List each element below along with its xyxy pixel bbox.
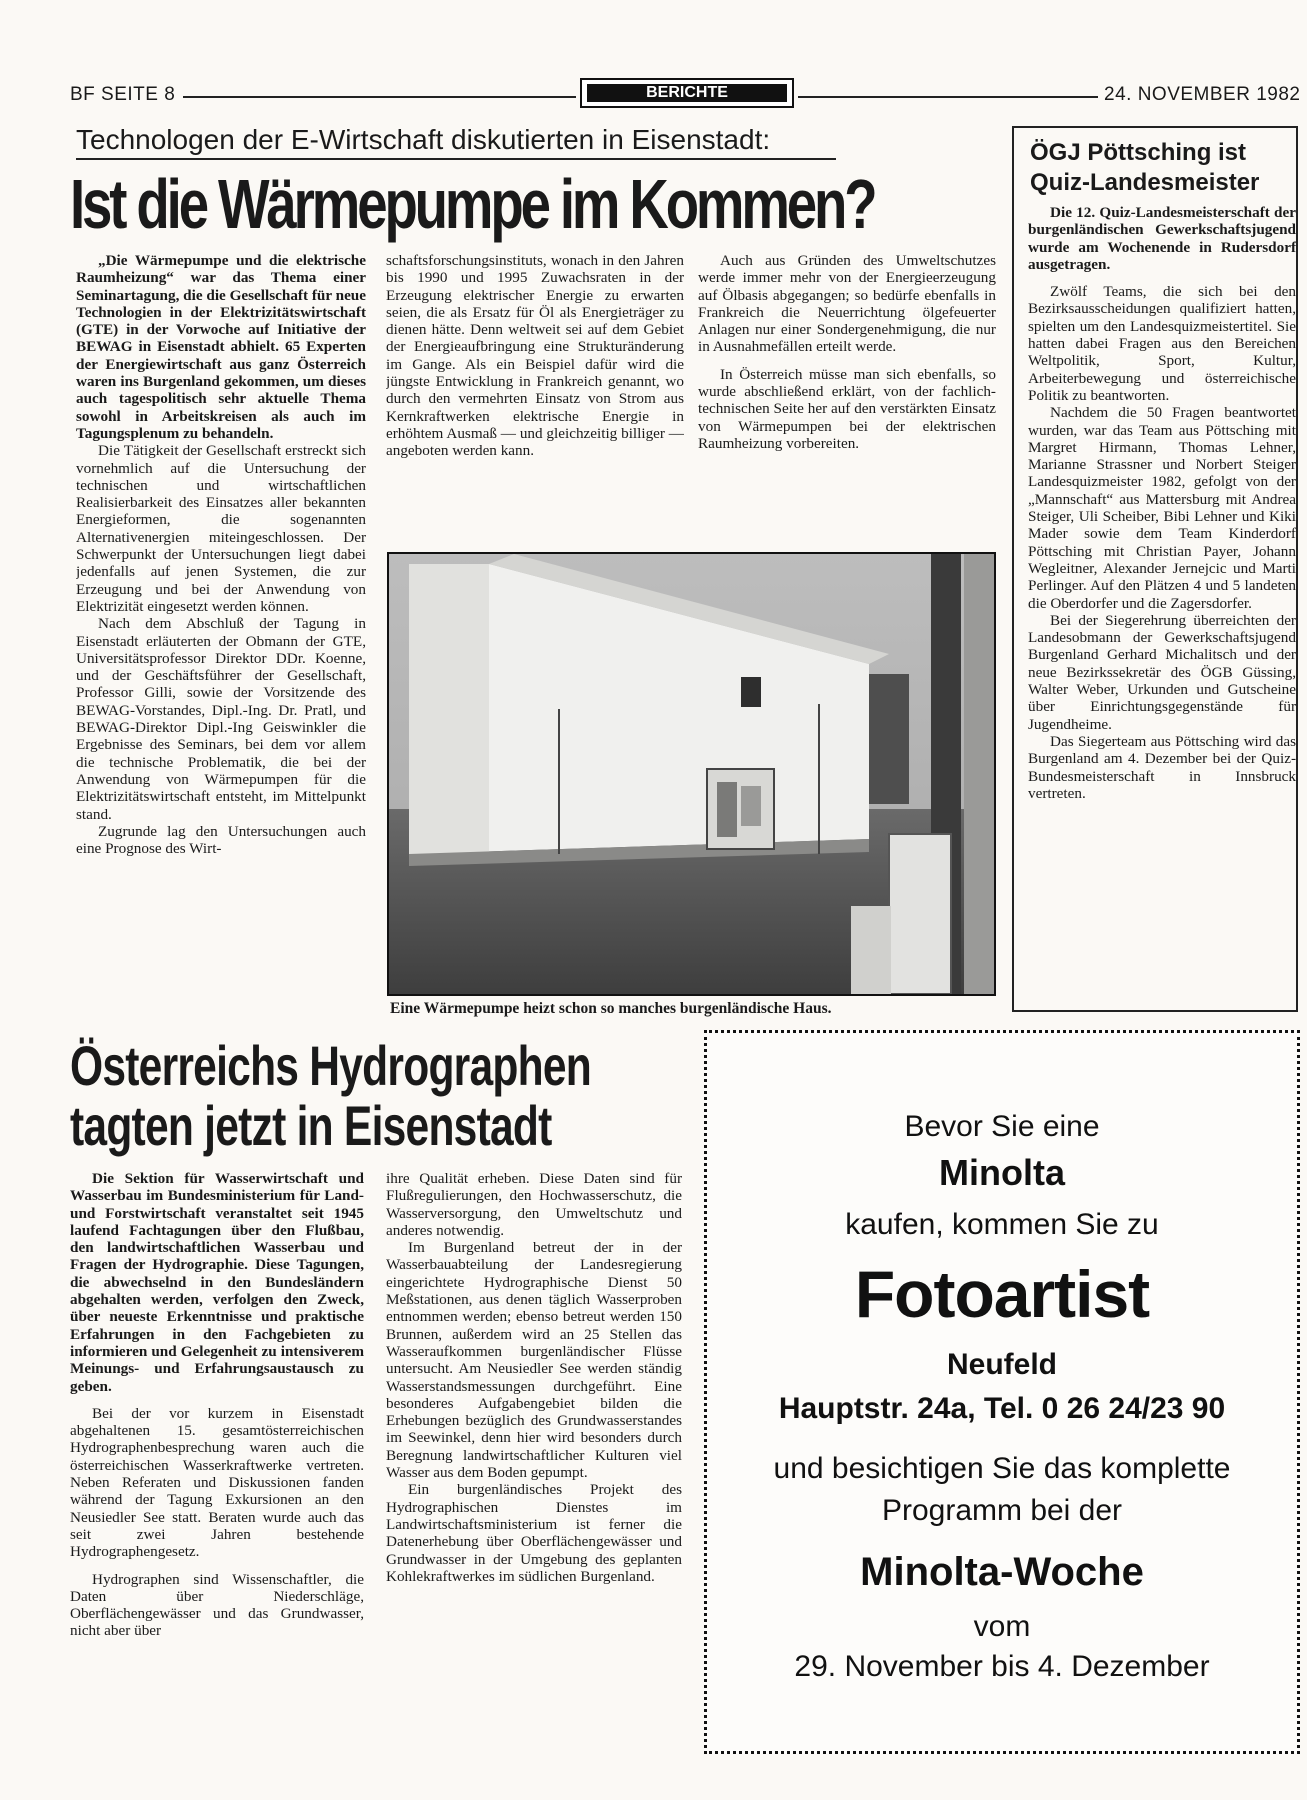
ad-line-5: Neufeld [946, 1348, 1057, 1381]
header-rule-left [183, 96, 576, 98]
sidebar-paragraph: Das Siegerteam aus Pöttsching wird das Burgenland am 4. Dezember bei der Quiz-Bundesmeisterschaft in Innsbruck vertreten. [1028, 732, 1296, 802]
article1-paragraph: In Österreich müsse man sich ebenfalls, so wurde abschließend erklärt, von der fachlich-technischen Seite her auf den verstärkten Einsatz von Wärmepumpen bei der elektrischen Raumheizung vorbereiten. [698, 365, 996, 452]
ad-line-4: Fotoartist [854, 1257, 1150, 1331]
ad-line-1: Bevor Sie eine [904, 1110, 1100, 1143]
house-illustration [389, 554, 994, 994]
ad-line-11: 29. November bis 4. Dezember [794, 1650, 1210, 1683]
ad-line-2: Minolta [939, 1152, 1065, 1193]
article1-paragraph: Auch aus Gründen des Umweltschutzes werde immer mehr von der Energieerzeugung auf Ölbasis abgegangen; so bedürfe ebenfalls in Frankreich die Neuerrichtung ölgefeuerter Anlagen nur einer Sondergenehmigung, die nur in Ausnahmefällen erteilt werde. [698, 252, 996, 356]
ad-line-10: vom [973, 1610, 1031, 1643]
article2-column-2 [386, 1170, 682, 1760]
section-tag-label: BERICHTE [587, 84, 787, 102]
heat-pump-photo [387, 552, 996, 996]
article2-headline-line-1: Österreichs Hydrographen [70, 1034, 592, 1097]
article1-column-2 [386, 252, 684, 537]
article2-headline [70, 1036, 678, 1156]
sidebar-paragraph: Bei der Siegerehrung überreichten der Landesobmann der Gewerkschaftsjugend Burgenland Gerhard Michalitsch und der neue Bezirkssekretär des ÖGB Güssing, Walter Weber, Urkunden und Gutscheine über Einrichtungsgegenstände für Jugendheime. [1028, 611, 1296, 733]
article1-lead: „Die Wärmepumpe und die elektrische Raumheizung“ war das Thema einer Seminartagung, die die Gesellschaft für neue Technologien in der Elektrizitätswirtschaft (GTE) in der Vorwoche auf Initiative der BEWAG in Eisenstadt abhielt. 65 Experten der Energiewirtschaft aus ganz Österreich waren ins Burgenland gekommen, um dieses auch tagespolitisch sehr aktuelle Thema sowohl in Arbeitskreisen als auch im Tagungsplenum zu behandeln. [76, 252, 366, 442]
ad-line-7: und besichtigen Sie das komplette [773, 1452, 1231, 1485]
article2-column-1 [70, 1170, 364, 1760]
article1-kicker: Technologen der E-Wirtschaft diskutierten in Eisenstadt: [76, 124, 771, 155]
section-tag [580, 78, 794, 108]
photo-caption: Eine Wärmepumpe heizt schon so manches burgenländische Haus. [390, 1000, 832, 1017]
ad-line-3: kaufen, kommen Sie zu [845, 1208, 1159, 1241]
article1-paragraph: Nach dem Abschluß der Tagung in Eisenstadt erläuterten der Obmann der GTE, Universitätsprofessor Direktor DDr. Koenne, und der Geschäftsführer der Gesellschaft, Professor Gilli, sowie der Vorsitzende des BEWAG-Vorstandes, Dipl.-Ing. Dr. Pratl, und BEWAG-Direktor Dipl.-Ing Geiswinkler die Ergebnisse des Seminars, bei dem vor allem die technische Problematik, die bei der Anwendung von Wärmepumpen für die Elektrizitätswirtschaft entsteht, im Mittelpunkt stand. [76, 615, 366, 823]
article2-lead: Die Sektion für Wasserwirtschaft und Wasserbau im Bundesministerium für Land- und Forstwirtschaft veranstaltet seit 1945 laufend Fachtagungen über den Flußbau, den landwirtschaftlichen Wasserbau und Fragen der Hydrographie. Diese Tagungen, die abwechselnd in den Bundesländern abgehalten werden, verfolgen den Zweck, über neueste Erkenntnisse und praktische Erfahrungen in den Fachgebieten zu informieren und Gelegenheit zu intensiverem Meinungs- und Erfahrungsaustausch zu geben. [70, 1170, 364, 1395]
article2-paragraph: Im Burgenland betreut der in der Wasserbauabteilung der Landesregierung eingerichtete Hydrographische Dienst 50 Meßstationen, aus denen täglich Wasserproben entnommen werden; ebenso betreut werden 150 Brunnen, außerdem wird an 25 Stellen das Wasseraufkommen burgenländischer Flüsse untersucht. Am Neusiedler See werden ständig Wasserstandsmessungen durchgeführt. Eine besonderes Aufgabengebiet bilden die Erhebungen bezüglich des Grundwasserstandes im Seewinkel, denn hier wird besonders durch Beregnung landwirtschaftlicher Kulturen viel Wasser aus dem Boden gepumpt. [386, 1239, 682, 1482]
article2-paragraph: Hydrographen sind Wissenschaftler, die Daten über Niederschläge, Oberflächengewässer und das Grundwasser, nicht aber über [70, 1570, 364, 1640]
article1-headline: Ist die Wärmepumpe im Kommen? [70, 165, 875, 243]
article1-column-3 [698, 252, 996, 537]
ad-line-9: Minolta-Woche [860, 1550, 1144, 1594]
article1-paragraph: Zugrunde lag den Untersuchungen auch eine Prognose des Wirt- [76, 822, 366, 858]
sidebar-paragraph: Nachdem die 50 Fragen beantwortet wurden, war das Team aus Pöttsching mit Margret Hirmann, Thomas Lehner, Marianne Strassner und Norbert Steiger Landesquizmeister 1982, gefolgt von der „Mannschaft“ aus Mattersburg mit Andrea Steiger, Uli Scheiber, Bibi Lehner und Kiki Mader sowie dem Team Kinderdorf Pöttsching mit Christian Payer, Johann Wegleitner, Alexander Jernejcic und Marti Perlinger. Auf den Plätzen 4 und 5 landeten die Oberdorfer und die Zagersdorfer. [1028, 404, 1296, 612]
page-date: 24. NOVEMBER 1982 [1104, 84, 1301, 105]
ad-line-6: Hauptstr. 24a, Tel. 0 26 24/23 90 [778, 1392, 1226, 1425]
sidebar-title: ÖGJ Pöttsching ist Quiz-Landesmeister [1030, 139, 1260, 196]
sidebar-lead: Die 12. Quiz-Landesmeisterschaft der burgenländischen Gewerkschaftsjugend wurde am Wochenende in Rudersdorf ausgetragen. [1028, 204, 1296, 273]
article2-paragraph: Ein burgenländisches Projekt des Hydrographischen Dienstes im Landwirtschaftsministerium ist ferner die Datenerhebung über Oberflächengewässer und Grundwasser in der Umgebung des geplanten Kohlekraftwerkes im südlichen Burgenland. [386, 1481, 682, 1585]
article2-paragraph: ihre Qualität erheben. Diese Daten sind für Flußregulierungen, den Hochwasserschutz, die Wasserversorgung, den Umweltschutz und anderes notwendig. [386, 1170, 682, 1239]
page-label: BF SEITE 8 [70, 84, 176, 105]
article2-headline-line-2: tagten jetzt in Eisenstadt [70, 1094, 552, 1157]
article1-paragraph: schaftsforschungsinstituts, wonach in den Jahren bis 1990 und 1995 Zuwachsraten in der Erzeugung elektrischer Energie zu erwarten seien, die als Ersatz für Öl als Energieträger zu dienen hätte. Denn weltweit sei auf dem Gebiet der Energieaufbringung eine Strukturänderung im Gange. Als ein Beispiel dafür wird die jüngste Entwicklung in Frankreich genannt, wo durch den vermehrten Einsatz von Strom aus Kernkraftwerken elektrische Energie in erhöhtem Ausmaß — und gleichzeitig billiger — angeboten werden kann. [386, 252, 684, 460]
ad-line-8: Programm bei der [881, 1494, 1123, 1527]
sidebar-paragraph: Zwölf Teams, die sich bei den Bezirksausscheidungen qualifiziert hatten, spielten um den Landesquizmeistertitel. Sie hatten dabei Fragen aus den Bereichen Weltpolitik, Sport, Kultur, Arbeiterbewegung und österreichische Politik zu beantworten. [1028, 283, 1296, 404]
article1-column-1 [76, 252, 366, 1022]
article2-paragraph: Bei der vor kurzem in Eisenstadt abgehaltenen 15. gesamtösterreichischen Hydrographenbesprechung waren auch die österreichischen Wasserkraftwerke vertreten. Neben Referaten und Diskussionen fanden während der Tagung Exkursionen an den Neusiedler See statt. Beraten wurde auch das seit zwei Jahren bestehende Hydrographengesetz. [70, 1404, 364, 1561]
header-rule-right [798, 96, 1098, 98]
article1-paragraph: Die Tätigkeit der Gesellschaft erstreckt sich vornehmlich auf die Untersuchung der technischen und wirtschaftlichen Realisierbarkeit des Einsatzes aller bekannten Energieformen, die sogenannten Alternativenergien miteingeschlossen. Der Schwerpunkt der Untersuchungen liegt dabei jedenfalls auf jenen Systemen, die zur Erzeugung und bei der Anwendung von Elektrizität eingesetzt werden können. [76, 442, 366, 615]
sidebar-text [1028, 204, 1296, 1004]
